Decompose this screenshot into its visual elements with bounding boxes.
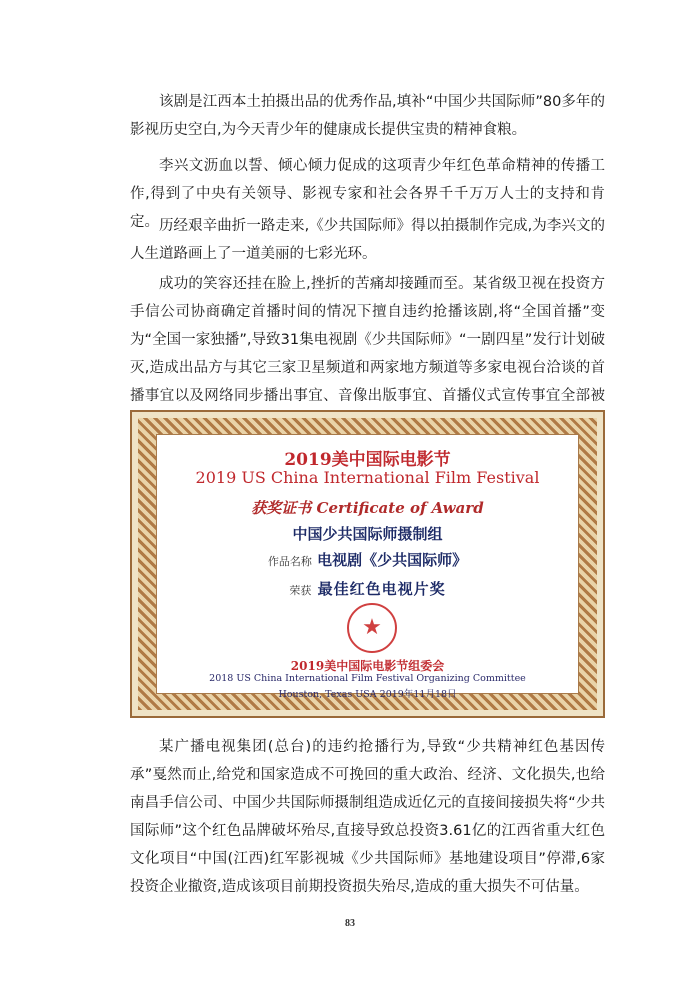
paragraph-5: 某广播电视集团(总台)的违约抢播行为,导致“少共精神红色基因传承”戛然而止,给党和国家造成不可挽回的重大政治、经济、文化损失,也给南昌手信公司、中国少共国际师摄制组造成近亿元的直接间接损失将“少共国际师”这个红色品牌破坏殆尽,直接导致总投资3.61亿的江西省重大红色文化项目“中国(江西)红军影视城《少共国际师》基地建设项目”停滞,6家投资企业撤资,造成该项目前期投资损失殆尽,造成的重大损失不可估量。 (130, 739, 605, 895)
certificate-festival-cn: 2019美中国际电影节 (284, 450, 451, 470)
paragraph-4: 成功的笑容还挂在脸上,挫折的苦痛却接踵而至。某省级卫视在投资方手信公司协商确定首播时间的情况下擅自违约抢播该剧,将“全国首播”变为“全国一家独播”,导致31集电视剧《少共国际师》“一剧四星”发行计划破灭,造成出品方与其它三家卫星频道和两家地方频道等多家电视台洽谈的首播事宜以及网络同步播出事宜、音像出版事宜、首播仪式宣传事宜全部被 (130, 276, 605, 404)
certificate-organizer-cn: 2019美中国际电影节组委会 (290, 659, 445, 673)
certificate-prize-name: 最佳红色电视片奖 (317, 580, 446, 598)
paragraph-1: 该剧是江西本土拍摄出品的优秀作品,填补“中国少共国际师”80多年的影视历史空白,为今天青少年的健康成长提供宝贵的精神食粮。 (130, 94, 605, 138)
seal-icon: ★ (347, 603, 397, 653)
certificate-prize-label: 荣获 (289, 584, 312, 597)
certificate-award-title: 获奖证书 Certificate of Award (251, 499, 484, 517)
award-certificate-image (130, 410, 605, 718)
certificate-festival-en: 2019 US China International Film Festival (195, 468, 540, 487)
paragraph-2: 李兴文沥血以誓、倾心倾力促成的这项青少年红色革命精神的传播工作,得到了中央有关领导、影视专家和社会各界千千万万人士的支持和肯定。 (130, 158, 605, 230)
certificate-recipient: 中国少共国际师摄制组 (292, 525, 443, 543)
certificate-work (157, 549, 578, 570)
certificate-body (156, 434, 579, 700)
certificate-work-name: 电视剧《少共国际师》 (317, 551, 468, 569)
page-number: 83 (345, 918, 355, 929)
certificate-work-label: 作品名称 (267, 555, 312, 568)
certificate-prize (157, 578, 578, 599)
paragraph-3: 历经艰辛曲折一路走来,《少共国际师》得以拍摄制作完成,为李兴文的人生道路画上了一道美丽的七彩光环。 (130, 218, 605, 262)
certificate-place-date: Houston, Texas USA 2019年11月18日 (278, 689, 457, 700)
certificate-organizer-en: 2018 US China International Film Festival Organizing Committee (209, 673, 526, 684)
